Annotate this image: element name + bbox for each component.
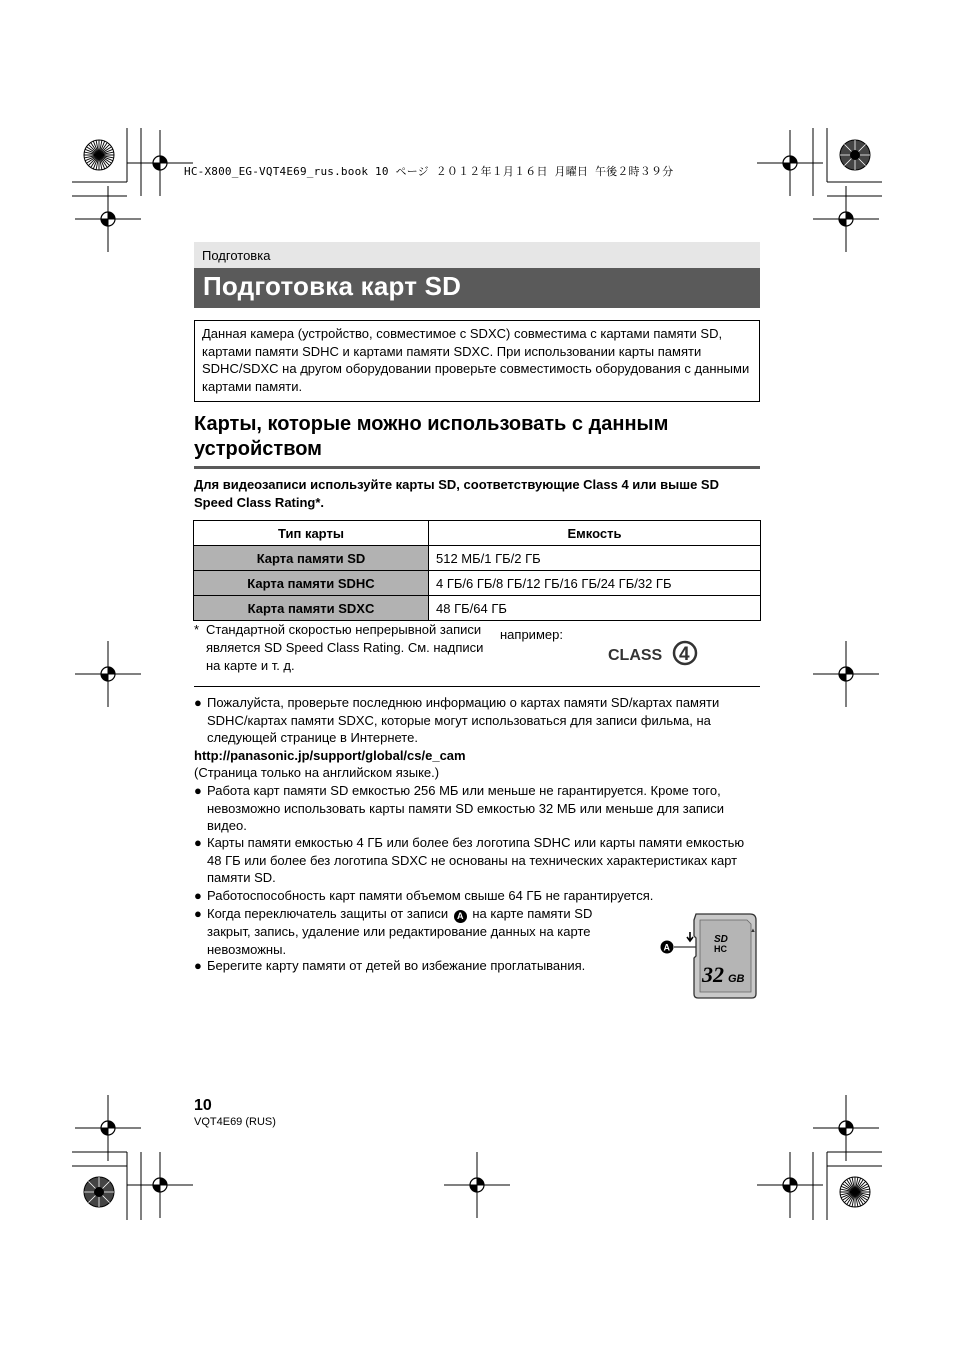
section-header (194, 242, 760, 268)
class4-logo (606, 638, 702, 670)
sd-capacity: 32 (702, 962, 724, 987)
class-logo-text: CLASS (608, 647, 663, 664)
footnote-text: Стандартной скоростью непрерывной записи является SD Speed Class Rating. См. надписи на карте и т. д. (206, 622, 484, 673)
intro-text: Данная камера (устройство, совместимое с SDXC) совместима с картами памяти SD, картами памяти SDHC и картами памяти SDXC. При использовании карты памяти SDHC/SDXC на другом оборудовании проверьте совместимость оборудования с данными картами памяти. (202, 326, 750, 394)
sd-logo-bottom: HC (714, 944, 727, 954)
sd-card-illustration (656, 910, 762, 1002)
bullet-icon: ● (194, 695, 202, 710)
example-label: например: (500, 627, 563, 642)
callout-a-label: A (663, 942, 670, 953)
callout-a-icon: A (454, 910, 467, 923)
sd-logo-top: SD (714, 934, 728, 945)
list-item-text: Работоспособность карт памяти объемом свыше 64 ГБ не гарантируется. (207, 888, 654, 903)
sd-unit: GB (728, 973, 745, 985)
table-row (194, 596, 761, 621)
document-code: VQT4E69 (RUS) (194, 1116, 276, 1128)
bullet-icon: ● (194, 958, 202, 973)
list-item-text: Карты памяти емкостью 4 ГБ или более без логотипа SDHC или карты памяти емкостью 48 ГБ или более без логотипа SDXC не основаны на технических характеристиках карт памяти SD. (207, 835, 745, 885)
title-bar (194, 268, 760, 308)
list-item-text (207, 905, 619, 958)
bullet-icon: ● (194, 888, 202, 903)
card-type: Карта памяти SDHC (194, 571, 429, 596)
card-capacity: 512 МБ/1 ГБ/2 ГБ (429, 546, 761, 571)
card-table (193, 520, 761, 621)
list-item-text: Берегите карту памяти от детей во избежание проглатывания. (207, 958, 586, 973)
printer-slug: HC-X800_EG-VQT4E69_rus.book 10 ページ ２０１２年１月１６日 月曜日 午後２時３９分 (184, 165, 674, 178)
bullet-icon: ● (194, 835, 202, 850)
class-logo-digit: 4 (679, 644, 690, 665)
class-requirement-note: Для видеозаписи используйте карты SD, соответствующие Class 4 или выше SD Speed Class Rating*. (194, 477, 719, 510)
section-label: Подготовка (202, 248, 271, 263)
table-row (194, 546, 761, 571)
table-header-row (194, 521, 761, 546)
card-type: Карта памяти SD (194, 546, 429, 571)
list-item-text: Пожалуйста, проверьте последнюю информацию о картах памяти SD/картах памяти SDHC/картах памяти SDXC, которые могут использоваться для записи фильма, на следующей странице в Интернете. (207, 695, 720, 745)
support-link[interactable]: http://panasonic.jp/support/global/cs/e_cam (194, 748, 466, 763)
card-type: Карта памяти SDXC (194, 596, 429, 621)
bullet-icon: ● (194, 906, 202, 921)
table-header: Тип карты (194, 521, 429, 546)
card-capacity: 4 ГБ/6 ГБ/8 ГБ/12 ГБ/16 ГБ/24 ГБ/32 ГБ (429, 571, 761, 596)
intro-box (194, 320, 760, 402)
list-item-text: Работа карт памяти SD емкостью 256 МБ или меньше не гарантируется. Кроме того, невозможно использовать карты памяти SD емкостью 32 МБ или меньше для записи видео. (207, 783, 724, 833)
page-title: Подготовка карт SD (203, 271, 462, 301)
write-protect-text-end: на карте памяти SD закрыт, запись, удаление или редактирование данных на карте невозможны. (207, 906, 593, 957)
write-protect-text-start: Когда переключатель защиты от записи (207, 906, 449, 921)
table-header: Емкость (429, 521, 761, 546)
divider (194, 686, 760, 687)
card-capacity: 48 ГБ/64 ГБ (429, 596, 761, 621)
table-row (194, 571, 761, 596)
bullet-icon: ● (194, 783, 202, 798)
page-number: 10 (194, 1097, 212, 1114)
footnote-marker: * (194, 622, 200, 637)
heading-rule (194, 466, 760, 469)
section-heading: Карты, которые можно использовать с данным устройством (194, 413, 669, 460)
link-note: (Страница только на английском языке.) (194, 765, 440, 780)
svg-text:▲: ▲ (750, 928, 756, 934)
